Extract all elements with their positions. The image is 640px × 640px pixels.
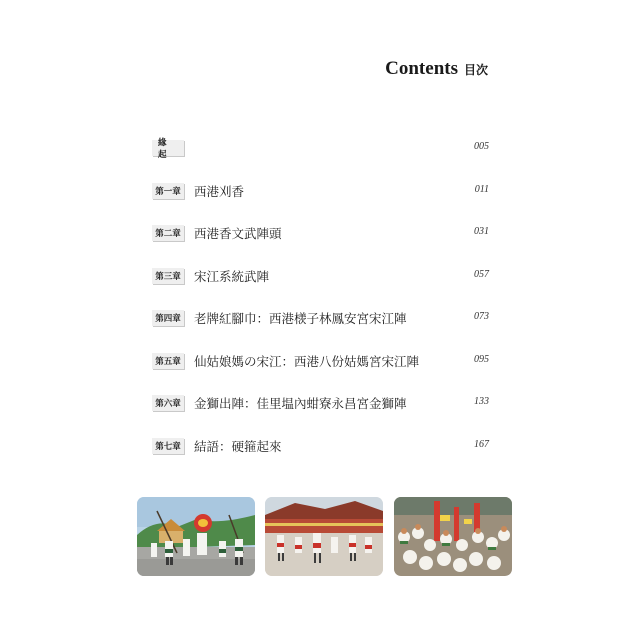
contents-title-en: Contents (385, 58, 458, 79)
chapter-page-number: 005 (474, 141, 489, 152)
chapter-title: 金獅出陣：佳里塭內蚶寮永昌宮金獅陣 (194, 396, 407, 411)
contents-title-zh: 目次 (463, 63, 488, 77)
toc-entry-chapter-2[interactable] (148, 225, 492, 268)
chapter-tag: 第七章 (152, 438, 184, 454)
toc-entry-chapter-4[interactable] (148, 310, 492, 353)
chapter-tag: 第六章 (152, 395, 184, 411)
photo-strip (137, 497, 512, 577)
photo-lion-dance-parade (137, 497, 255, 576)
chapter-title: 西港刈香 (194, 183, 245, 199)
toc-entry-chapter-6[interactable] (148, 395, 492, 438)
chapter-title: 仙姑娘媽の宋江：西港八份姑媽宮宋江陣 (194, 353, 420, 369)
chapter-tag: 第二章 (152, 225, 184, 241)
chapter-page-number: 031 (474, 226, 489, 237)
chapter-tag: 第五章 (152, 353, 184, 369)
toc-entry-chapter-3[interactable] (148, 268, 492, 311)
table-of-contents (148, 140, 492, 480)
chapter-tag: 緣 起 (152, 140, 184, 156)
chapter-page-number: 167 (474, 438, 489, 450)
toc-entry-chapter-1[interactable] (148, 183, 492, 226)
chapter-title: 老牌紅腳巾：西港檨子林鳳安宮宋江陣 (194, 311, 407, 326)
toc-entry-chapter-5[interactable] (148, 353, 492, 396)
chapter-page-number: 057 (474, 268, 489, 280)
toc-entry-preface[interactable] (148, 140, 492, 183)
chapter-page-number: 011 (474, 183, 489, 195)
chapter-title: 西港香文武陣頭 (194, 226, 282, 241)
chapter-tag: 第四章 (152, 310, 184, 326)
chapter-title: 結語：硬箍起來 (194, 438, 282, 454)
toc-entry-chapter-7[interactable] (148, 438, 492, 481)
chapter-tag: 第一章 (152, 183, 184, 199)
chapter-page-number: 133 (474, 396, 489, 407)
photo-crowd-banners (394, 497, 512, 576)
contents-heading (385, 58, 488, 80)
chapter-tag: 第三章 (152, 268, 184, 284)
chapter-page-number: 095 (474, 353, 489, 365)
chapter-page-number: 073 (474, 311, 489, 322)
photo-temple-procession (265, 497, 383, 576)
chapter-title: 宋江系統武陣 (194, 268, 270, 284)
